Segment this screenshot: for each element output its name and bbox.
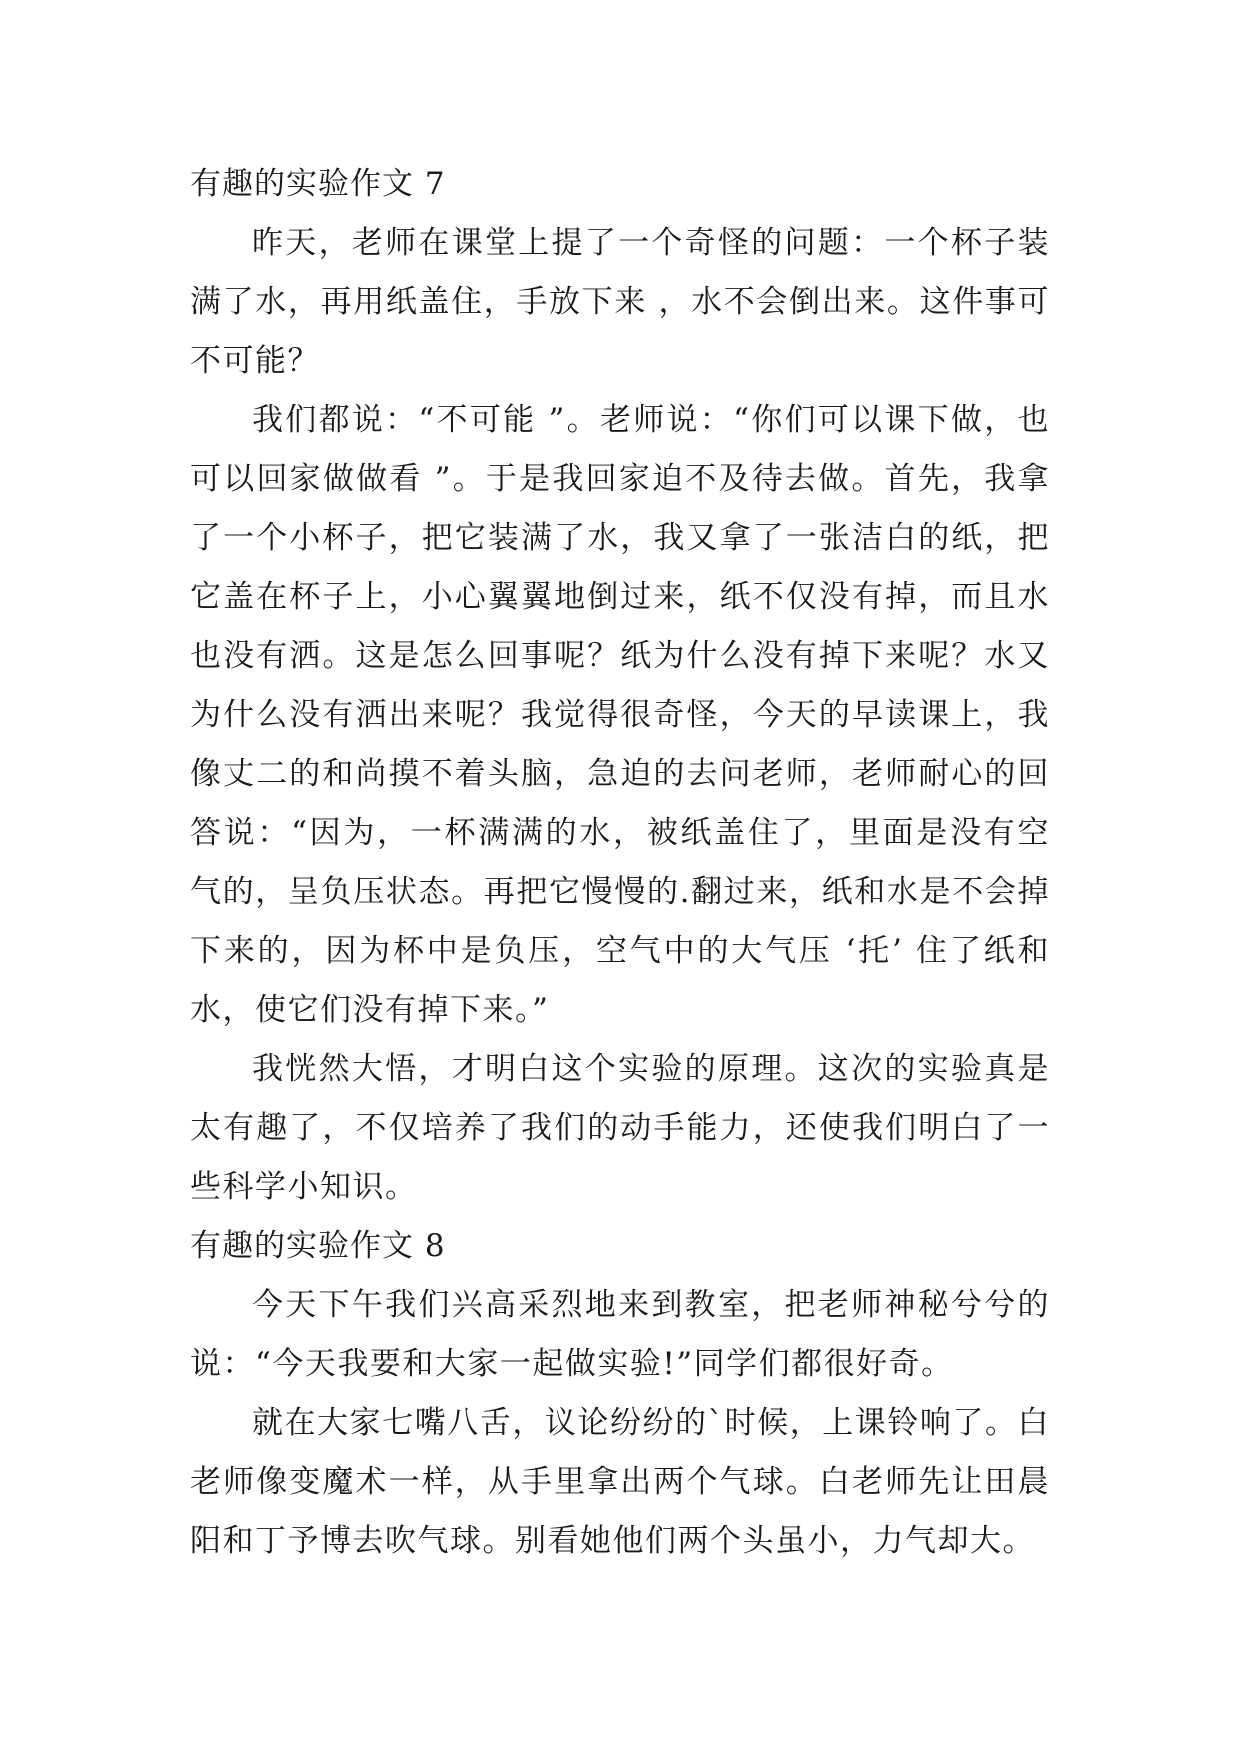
- document-body: [190, 155, 1050, 1571]
- essay-8-paragraph-2: 就在大家七嘴八舌，议论纷纷的`时候，上课铃响了。白老师像变魔术一样，从手里拿出两个气球。白老师先让田晨阳和丁予博去吹气球。别看她他们两个头虽小，力气却大。: [190, 1405, 1050, 1559]
- essay-8-paragraph-1: 今天下午我们兴高采烈地来到教室，把老师神秘兮兮的说：“今天我要和大家一起做实验!”同学们都很好奇。: [190, 1287, 1050, 1382]
- essay-8-title: 有趣的实验作文 8: [190, 1228, 446, 1264]
- essay-7-paragraph-3: 我恍然大悟，才明白这个实验的原理。这次的实验真是太有趣了，不仅培养了我们的动手能力，还使我们明白了一些科学小知识。: [190, 1051, 1050, 1205]
- essay-7-title: 有趣的实验作文 7: [190, 166, 446, 202]
- essay-7-paragraph-2: 我们都说：“不可能 ”。老师说：“你们可以课下做，也可以回家做做看 ”。于是我回家迫不及待去做。首先，我拿了一个小杯子，把它装满了水，我又拿了一张洁白的纸，把它盖在杯子上，小心翼翼地倒过来，纸不仅没有掉，而且水也没有洒。这是怎么回事呢？纸为什么没有掉下来呢？水又为什么没有洒出来呢？我觉得很奇怪，今天的早读课上，我像丈二的和尚摸不着头脑，急迫的去问老师，老师耐心的回答说：“因为，一杯满满的水，被纸盖住了，里面是没有空气的，呈负压状态。再把它慢慢的.翻过来，纸和水是不会掉下来的，因为杯中是负压，空气中的大气压 ‘托’ 住了纸和水，使它们没有掉下来。”: [190, 402, 1050, 1028]
- essay-7-paragraph-1: 昨天，老师在课堂上提了一个奇怪的问题：一个杯子装满了水，再用纸盖住，手放下来 ，水不会倒出来。这件事可不可能？: [190, 225, 1050, 379]
